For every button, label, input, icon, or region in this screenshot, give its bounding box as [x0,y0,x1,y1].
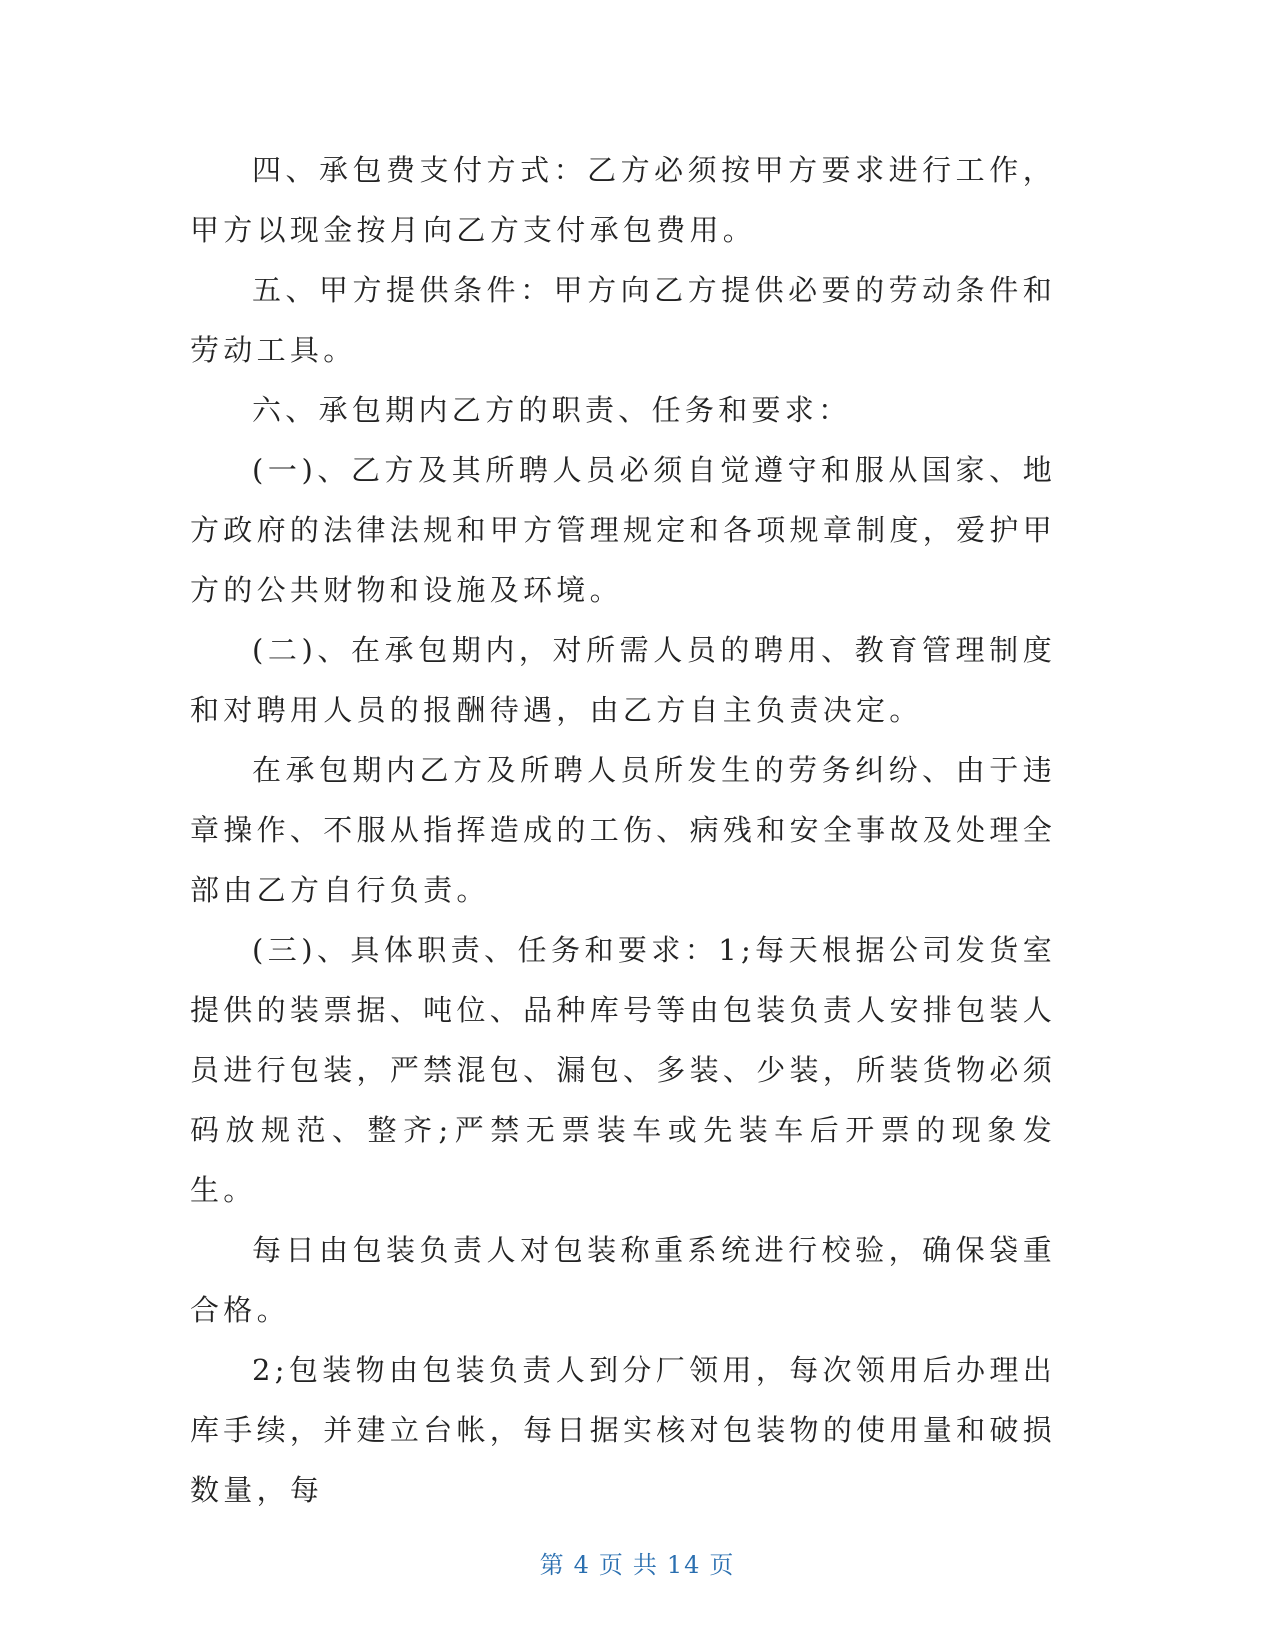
paragraph-duties-heading: 六、承包期内乙方的职责、任务和要求： [252,393,852,427]
paragraph-payment-method: 四、承包费支付方式：乙方必须按甲方要求进行工作，甲方以现金按月向乙方支付承包费用。 [190,153,1056,247]
paragraph-clause-2: (二)、在承包期内，对所需人员的聘用、教育管理制度和对聘用人员的报酬待遇，由乙方自主负责决定。 [190,633,1056,727]
paragraph-weight-check: 每日由包装负责人对包装称重系统进行校验，确保袋重合格。 [190,1233,1056,1327]
paragraph-clause-3: (三)、具体职责、任务和要求：1;每天根据公司发货室提供的装票据、吨位、品种库号等由包装负责人安排包装人员进行包装，严禁混包、漏包、多装、少装，所装货物必须码放规范、整齐;严禁无票装车或先装车后开票的现象发生。 [190,933,1056,1207]
footer-total-label: 共 [632,1551,659,1579]
total-pages-number: 14 [666,1551,702,1579]
current-page-number: 4 [573,1551,591,1579]
footer-mid: 页 [598,1551,625,1579]
footer-prefix: 第 [539,1551,566,1579]
paragraph-clause-1: (一)、乙方及其所聘人员必须自觉遵守和服从国家、地方政府的法律法规和甲方管理规定和各项规章制度，爱护甲方的公共财物和设施及环境。 [190,453,1056,607]
paragraph-labor-disputes: 在承包期内乙方及所聘人员所发生的劳务纠纷、由于违章操作、不服从指挥造成的工伤、病残和安全事故及处理全部由乙方自行负责。 [190,753,1056,907]
page-footer [0,1545,1275,1580]
footer-suffix: 页 [709,1551,736,1579]
paragraph-conditions: 五、甲方提供条件：甲方向乙方提供必要的劳动条件和劳动工具。 [190,273,1056,367]
document-body [190,140,1056,1520]
paragraph-packaging-materials: 2;包装物由包装负责人到分厂领用，每次领用后办理出库手续，并建立台帐，每日据实核对包装物的使用量和破损数量，每 [190,1353,1056,1507]
